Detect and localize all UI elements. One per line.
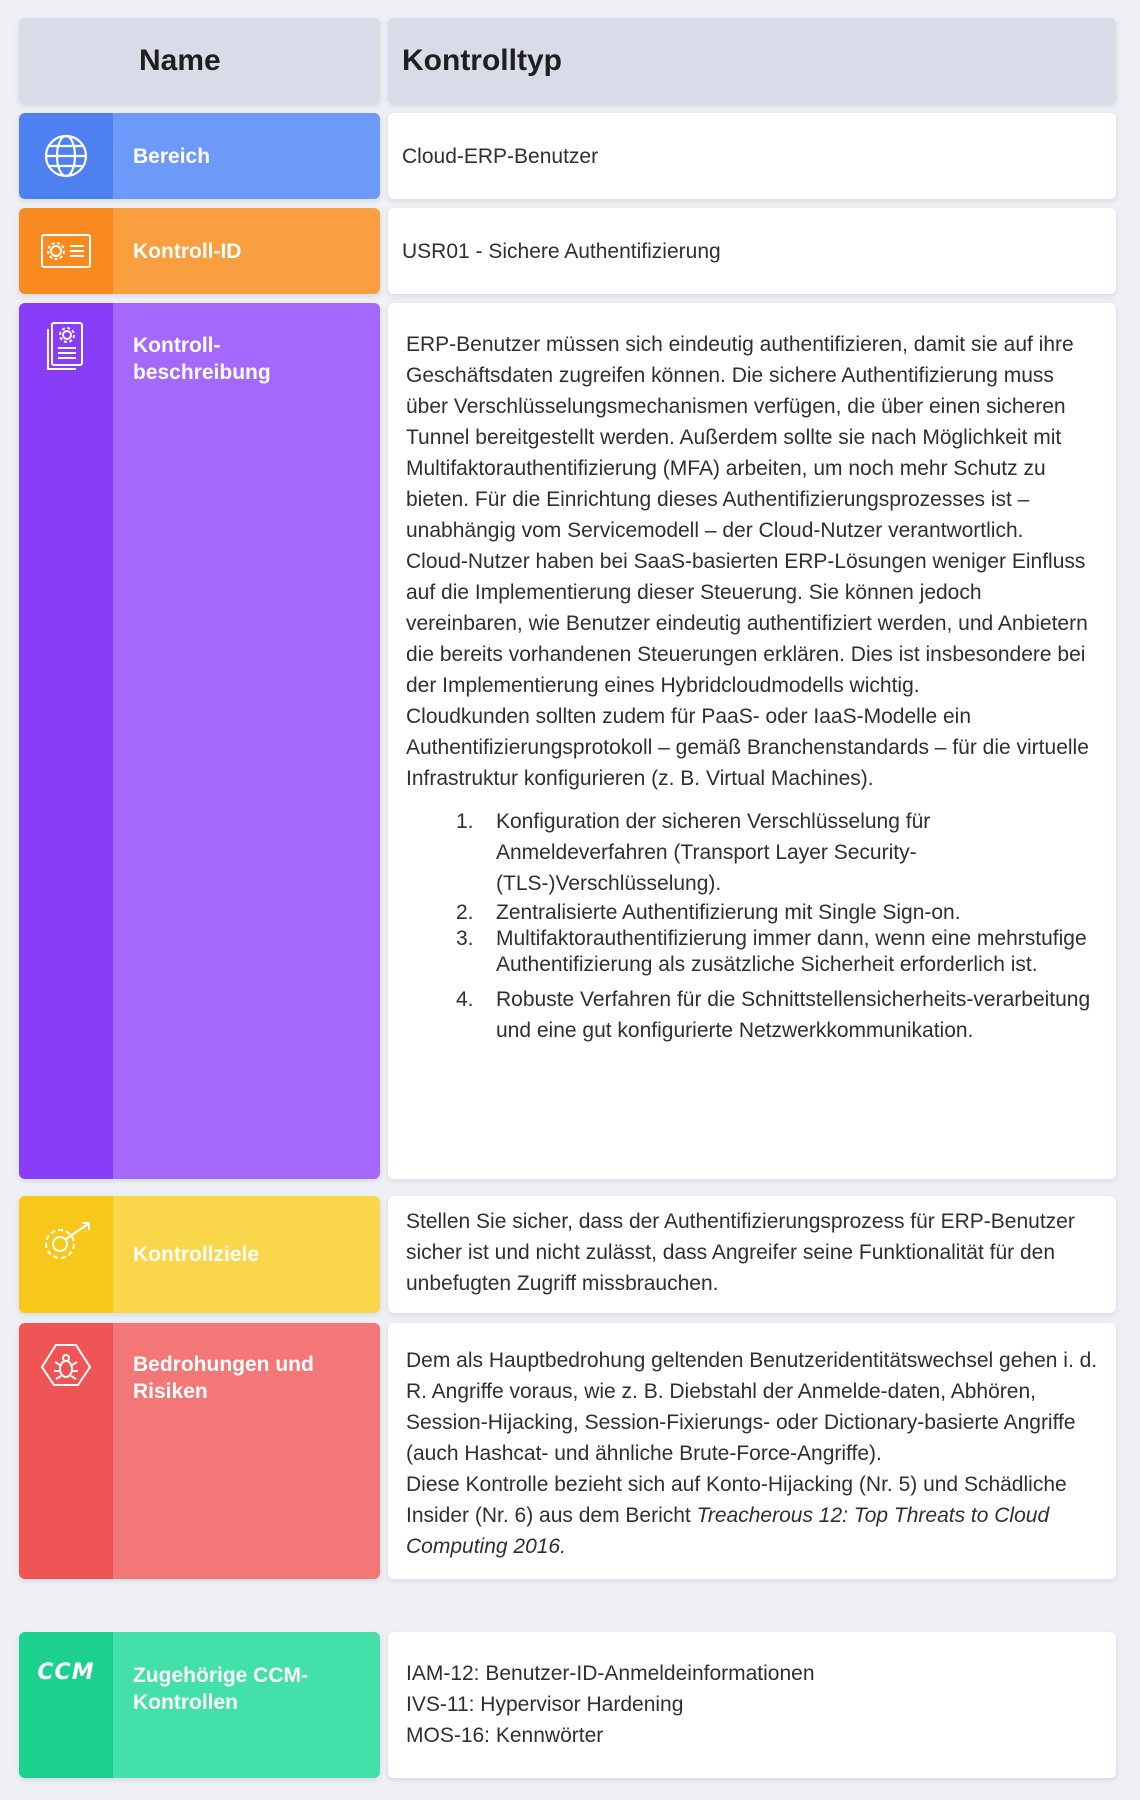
bedrohungen-paragraph-1: Dem als Hauptbedrohung geltenden Benutzeridentitätswechsel gehen i. d. R. Angriffe voraus, wie z. B. Diebstahl der Anmelde-daten, Abhören, Session-Hijacking, Session-Fixierungs- oder Dictionary-basierte Angriffe (auch Hashcat- und ähnliche Brute-Force-Angriffe). — [406, 1349, 1098, 1465]
value-bereich: Cloud-ERP-Benutzer — [402, 144, 599, 168]
document-gear-icon — [19, 303, 113, 1179]
list-item: 4. Robuste Verfahren für die Schnittstellensicherheits-verarbeitung und eine gut konfigurierte Netzwerkkommunikation. — [456, 988, 1091, 1042]
value-kontroll-id: USR01 - Sichere Authentifizierung — [402, 239, 721, 263]
bedrohungen-paragraph-2: Diese Kontrolle bezieht sich auf Konto-Hijacking (Nr. 5) und Schädliche Insider (Nr. 6) aus dem Bericht Treacherous 12: Top Threats to Cloud Computing 2016. — [406, 1473, 1067, 1558]
label-ziele: Kontrollziele — [133, 1243, 260, 1266]
label-kontroll-id: Kontroll-ID — [133, 239, 242, 263]
gear-arrow-icon — [19, 1196, 113, 1313]
ccm-item: MOS-16: Kennwörter — [406, 1724, 604, 1747]
list-item: 3. Multifaktorauthentifizierung immer dann, wenn eine mehrstufige Authentifizierung als zusätzliche Sicherheit erforderlich ist. — [456, 927, 1087, 976]
row-ziele-value-cell — [388, 1196, 1116, 1313]
ccm-item: IAM-12: Benutzer-ID-Anmeldeinformationen — [406, 1662, 815, 1685]
header-type — [388, 18, 1116, 104]
ccm-logo-icon: CCM — [19, 1632, 113, 1778]
row-kontroll-id-value-cell — [388, 208, 1116, 294]
row-ccm-label-cell — [19, 1632, 380, 1778]
globe-icon — [19, 113, 113, 199]
row-bereich-label-cell — [19, 113, 380, 199]
row-bereich-value-cell — [388, 113, 1116, 199]
ccm-item: IVS-11: Hypervisor Hardening — [406, 1693, 684, 1716]
row-kontroll-id-label-cell — [19, 208, 380, 294]
row-bedrohungen-label-cell — [19, 1323, 380, 1579]
header-name — [19, 18, 380, 104]
label-bedrohungen: Bedrohungen und Risiken — [133, 1353, 314, 1403]
header-name-label: Name — [139, 44, 221, 77]
header-type-label: Kontrolltyp — [402, 44, 562, 77]
beschreibung-paragraph-1: ERP-Benutzer müssen sich eindeutig authentifizieren, damit sie auf ihre Geschäftsdaten zugreifen können. Die sichere Authentifizierung muss über Verschlüsselungsmechanismen verfügen, die über einen sicheren Tunnel bereitgestellt werden. Außerdem sollte sie nach Möglichkeit mit Multifaktorauthentifizierung (MFA) arbeiten, um noch mehr Schutz zu bieten. Für die Einrichtung dieses Authentifizierungsprozesses ist – unabhängig vom Servicemodell – der Cloud-Nutzer verantwortlich. — [406, 333, 1074, 542]
row-beschreibung-value-cell — [388, 303, 1116, 1179]
row-ccm-value-cell — [388, 1632, 1116, 1778]
row-bedrohungen-value-cell — [388, 1323, 1116, 1579]
bug-warning-icon — [19, 1323, 113, 1579]
label-bereich: Bereich — [133, 144, 211, 168]
list-item: 2. Zentralisierte Authentifizierung mit Single Sign-on. — [456, 901, 961, 924]
row-beschreibung-label-cell — [19, 303, 380, 1179]
label-ccm: Zugehörige CCM-Kontrollen — [133, 1664, 308, 1714]
id-card-gear-icon — [19, 208, 113, 294]
list-item: 1. Konfiguration der sicheren Verschlüsselung für Anmeldeverfahren (Transport Layer Security-(TLS-)Verschlüsselung). — [456, 810, 931, 895]
label-beschreibung: Kontroll-beschreibung — [133, 334, 271, 384]
report-title: Treacherous 12: Top Threats to Cloud Computing 2016. — [406, 1504, 1050, 1558]
beschreibung-paragraph-3: Cloudkunden sollten zudem für PaaS- oder IaaS-Modelle ein Authentifizierungsprotokoll – gemäß Branchenstandards – für die virtuelle Infrastruktur konfigurieren (z. B. Virtual Machines). — [406, 705, 1089, 790]
beschreibung-paragraph-2: Cloud-Nutzer haben bei SaaS-basierten ERP-Lösungen weniger Einfluss auf die Implementierung dieser Steuerung. Sie können jedoch vereinbaren, wie Benutzer eindeutig authentifiziert werden, und Anbietern die bereits vorhandenen Steuerungen erklären. Dies ist insbesondere bei der Implementierung eines Hybridcloudmodells wichtig. — [406, 550, 1088, 697]
beschreibung-list — [406, 806, 1098, 1046]
value-ziele: Stellen Sie sicher, dass der Authentifizierungsprozess für ERP-Benutzer sicher ist und nicht zulässt, dass Angreifer seine Funktionalität für den unbefugten Zugriff missbrauchen. — [406, 1210, 1075, 1295]
row-ziele-label-cell — [19, 1196, 380, 1313]
